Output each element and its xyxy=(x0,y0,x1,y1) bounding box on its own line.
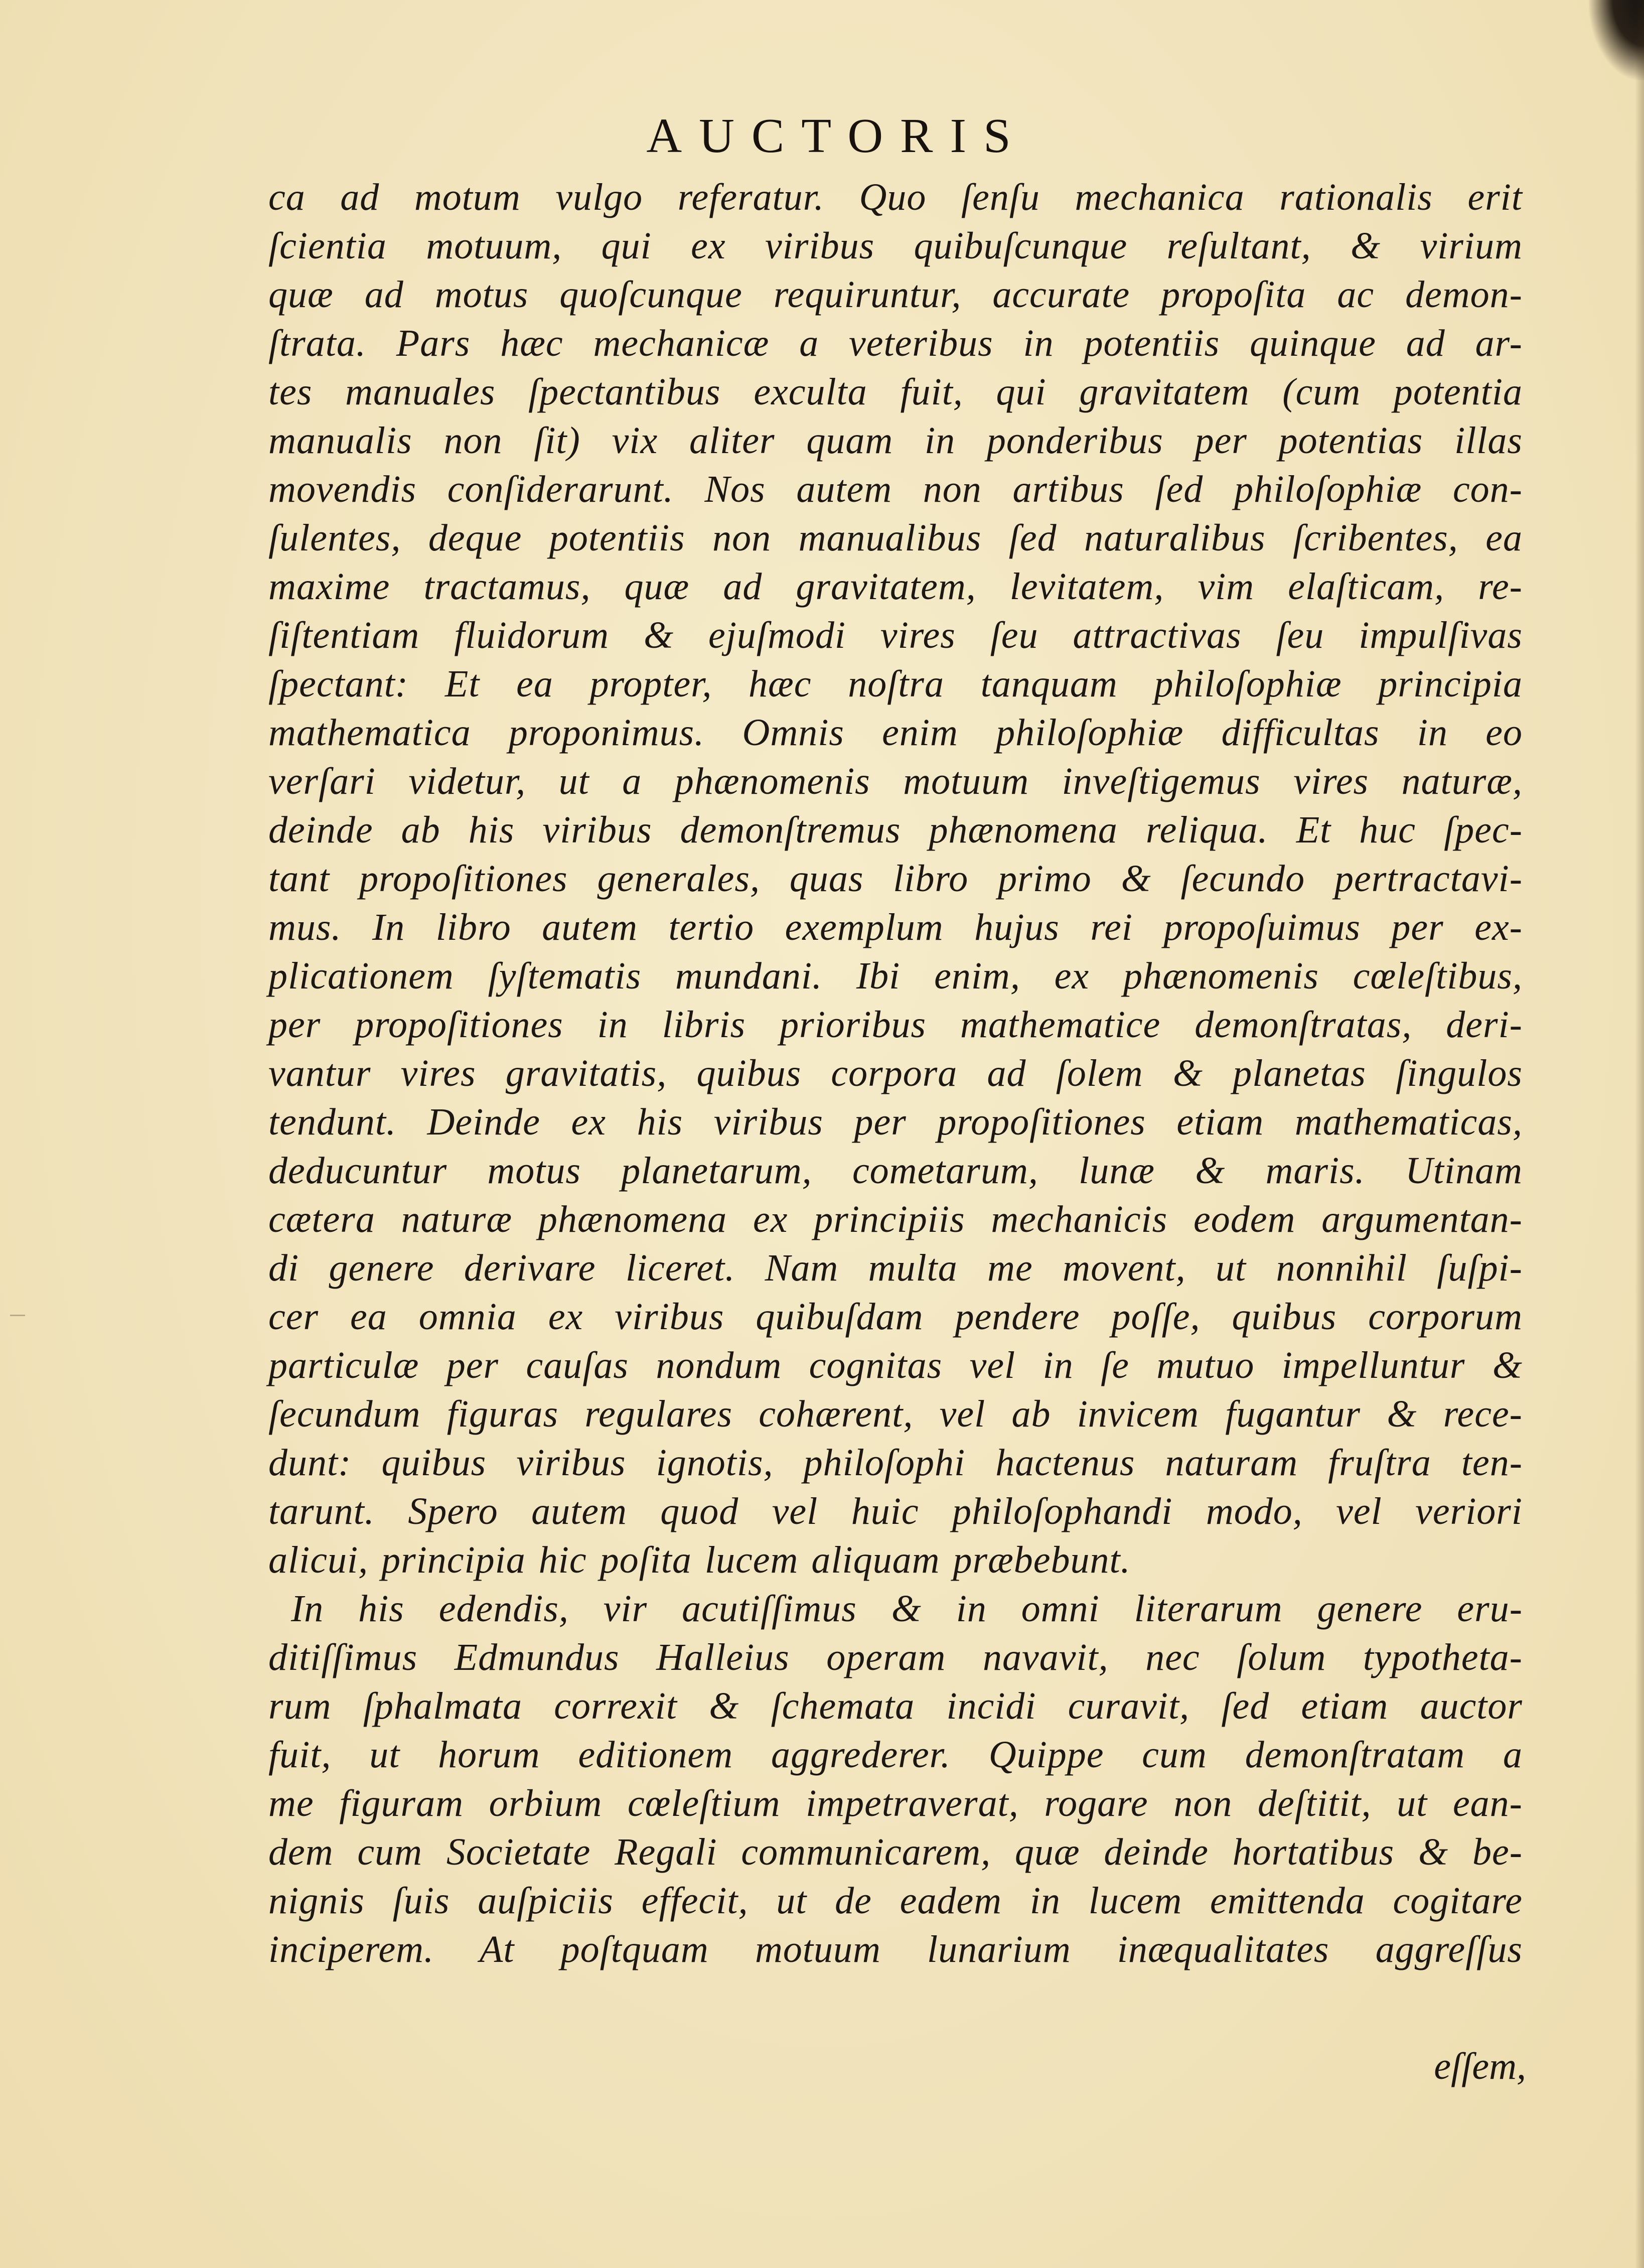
text-line: tendunt. Deinde ex his viribus per propoſitiones etiam mathematicas, xyxy=(268,1101,1523,1143)
text-line: movendis conſiderarunt. Nos autem non artibus ſed philoſophiæ con- xyxy=(268,468,1523,510)
text-line: ſulentes, deque potentiis non manualibus ſed naturalibus ſcribentes, ea xyxy=(268,517,1523,559)
margin-mark xyxy=(10,1315,25,1316)
text-line: mathematica proponimus. Omnis enim philoſophiæ difficultas in eo xyxy=(268,712,1523,754)
text-line: rum ſphalmata correxit & ſchemata incidi curavit, ſed etiam auctor xyxy=(268,1685,1523,1727)
text-line: inciperem. At poſtquam motuum lunarium inæqualitates aggreſſus xyxy=(268,1928,1523,1970)
text-line: tant propoſitiones generales, quas libro primo & ſecundo pertractavi- xyxy=(268,858,1523,900)
text-line: manualis non ſit) vix aliter quam in ponderibus per potentias illas xyxy=(268,419,1523,462)
text-line: ſiſtentiam fluidorum & ejuſmodi vires ſeu attractivas ſeu impulſivas xyxy=(268,614,1523,656)
text-line: particulæ per cauſas nondum cognitas vel in ſe mutuo impelluntur & xyxy=(268,1344,1523,1386)
running-head: AUCTORIS xyxy=(646,109,1028,163)
text-line: quæ ad motus quoſcunque requiruntur, accurate propoſita ac demon- xyxy=(268,273,1523,316)
text-line: cætera naturæ phænomena ex principiis mechanicis eodem argumentan- xyxy=(268,1198,1523,1240)
text-line: deinde ab his viribus demonſtremus phænomena reliqua. Et huc ſpec- xyxy=(268,809,1523,851)
text-line: dem cum Societate Regali communicarem, quæ deinde hortatibus & be- xyxy=(268,1831,1523,1873)
paragraph-start-line: In his edendis, vir acutiſſimus & in omni literarum genere eru- xyxy=(291,1588,1523,1630)
text-line: ſtrata. Pars hæc mechanicæ a veteribus in potentiis quinque ad ar- xyxy=(268,322,1523,364)
text-line: maxime tractamus, quæ ad gravitatem, levitatem, vim elaſticam, re- xyxy=(268,565,1523,608)
text-line: vantur vires gravitatis, quibus corpora ad ſolem & planetas ſingulos xyxy=(268,1052,1523,1094)
text-line: ditiſſimus Edmundus Halleius operam navavit, nec ſolum typotheta- xyxy=(268,1636,1523,1678)
paragraph-end-line: alicui, principia hic poſita lucem aliquam præbebunt. xyxy=(268,1539,1131,1581)
text-line: dunt: quibus viribus ignotis, philoſophi hactenus naturam fruſtra ten- xyxy=(268,1442,1523,1484)
catchword: eſſem, xyxy=(1434,2045,1526,2087)
text-line: fuit, ut horum editionem aggrederer. Quippe cum demonſtratam a xyxy=(268,1734,1523,1776)
text-line: mus. In libro autem tertio exemplum hujus rei propoſuimus per ex- xyxy=(268,906,1523,948)
text-line: ſpectant: Et ea propter, hæc noſtra tanquam philoſophiæ principia xyxy=(268,663,1523,705)
text-line: tes manuales ſpectantibus exculta fuit, qui gravitatem (cum potentia xyxy=(268,371,1523,413)
text-line: di genere derivare liceret. Nam multa me movent, ut nonnihil ſuſpi- xyxy=(268,1247,1523,1289)
text-line: ſecundum figuras regulares cohærent, vel ab invicem fugantur & rece- xyxy=(268,1393,1523,1435)
text-line: ca ad motum vulgo referatur. Quo ſenſu mechanica rationalis erit xyxy=(268,176,1523,218)
text-line: plicationem ſyſtematis mundani. Ibi enim, ex phænomenis cœleſtibus, xyxy=(268,955,1523,997)
text-line: nignis ſuis auſpiciis effecit, ut de eadem in lucem emittenda cogitare xyxy=(268,1880,1523,1922)
text-line: verſari videtur, ut a phænomenis motuum inveſtigemus vires naturæ, xyxy=(268,760,1523,802)
text-line: tarunt. Spero autem quod vel huic philoſophandi modo, vel veriori xyxy=(268,1490,1523,1532)
text-line: me figuram orbium cœleſtium impetraverat, rogare non deſtitit, ut ean- xyxy=(268,1782,1523,1824)
text-line: cer ea omnia ex viribus quibuſdam pendere poſſe, quibus corporum xyxy=(268,1296,1523,1338)
text-line: per propoſitiones in libris prioribus mathematice demonſtratas, deri- xyxy=(268,1004,1523,1046)
page-edge xyxy=(1635,0,1644,2268)
body-text xyxy=(268,173,1523,1974)
text-line: deducuntur motus planetarum, cometarum, lunæ & maris. Utinam xyxy=(268,1150,1523,1192)
text-line: ſcientia motuum, qui ex viribus quibuſcunque reſultant, & virium xyxy=(268,225,1523,267)
